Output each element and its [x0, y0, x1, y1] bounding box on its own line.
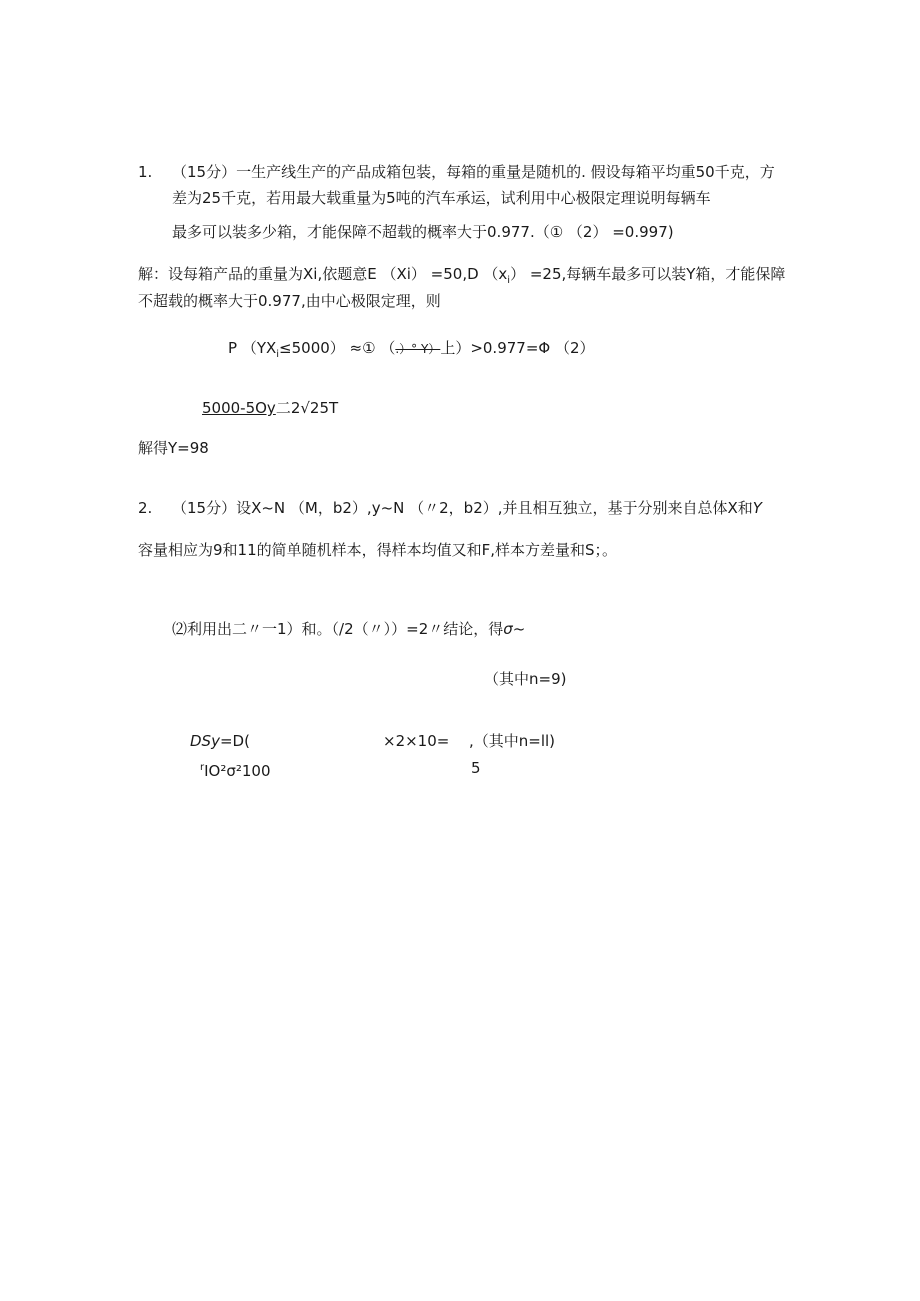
- solution2-note1: [484, 669, 566, 689]
- problem1-text-line3: 最多可以装多少箱，才能保障不超载的概率大于0.977.（① （2） =0.997): [172, 223, 674, 241]
- solution1-subscript: i: [507, 275, 511, 286]
- ds-equation-note: [469, 731, 555, 751]
- problem2-text-line1: （15分）设X~N （M，b2）,y~N （〃2，b2）,并且相互独立，基于分别来自总体X和: [172, 499, 753, 517]
- note-n11: ,（其中n=ll): [469, 732, 556, 750]
- answer-text: 解得Y=98: [138, 439, 209, 457]
- solution1-text-a: 解：设每箱产品的重量为Xi,依题意E （Xi） =50,D （x: [138, 265, 508, 283]
- solution1-line2: [138, 291, 441, 311]
- ds-sub-right: [471, 758, 481, 778]
- ds-equation-left: [190, 731, 250, 751]
- solution1-line1: [138, 264, 785, 291]
- problem1-line1: [138, 162, 775, 182]
- equation-struck-text: .）° Y）: [395, 342, 441, 356]
- problem1-text-line1: （15分）一生产线生产的产品成箱包装，每箱的重量是随机的. 假设每箱平均重50千克，方: [172, 163, 775, 181]
- solution2-sigma: σ~: [503, 620, 526, 638]
- equation-subscript: i: [276, 349, 280, 360]
- ds-rest: =D(: [219, 732, 250, 750]
- problem1-text-line2: 差为25千克，若用最大载重量为5吨的汽车承运，试利用中心极限定理说明每辆车: [172, 189, 711, 207]
- note-n9: （其中n=9): [484, 670, 567, 688]
- fraction-rest: 二2√25T: [275, 399, 339, 417]
- equation-part2: ≤5000） ≈① （: [279, 339, 396, 357]
- solution1-text-line2: 不超载的概率大于0.977,由中心极限定理，则: [138, 292, 441, 310]
- problem2-text-line2: 容量相应为9和11的简单随机样本，得样本均值又和F,样本方差量和S；。: [138, 541, 618, 559]
- problem1-line3: [172, 222, 674, 242]
- problem2-number: 2.: [138, 499, 153, 517]
- problem1-line2: [172, 188, 711, 208]
- fraction-numerator: 5000-5Oy: [202, 399, 276, 417]
- ds-symbol: DSy: [190, 732, 220, 750]
- equation-part3: 上）>0.977=Φ （2）: [440, 339, 595, 357]
- solution1-text-b: ） =25,每辆车最多可以装Y箱，才能保障: [510, 265, 786, 283]
- probability-equation: [228, 338, 595, 365]
- sub-left-superscript: r: [200, 762, 205, 773]
- problem2-italic-y: Y: [752, 499, 762, 517]
- problem1-number: 1.: [138, 163, 153, 181]
- problem2-line1: [138, 498, 762, 518]
- ds-sub-left: [200, 758, 271, 781]
- ds-equation-middle: [383, 731, 449, 751]
- solution2-line1: [172, 619, 525, 639]
- problem2-line2: [138, 540, 617, 560]
- ds-middle: ×2×10=: [383, 732, 450, 750]
- solution1-answer: [138, 438, 209, 458]
- sub-right-text: 5: [471, 759, 481, 777]
- solution2-text-line1: ⑵利用出二〃一1）和。（/2（〃））=2〃结论，得: [172, 620, 504, 638]
- equation-part1: P （YX: [228, 339, 277, 357]
- sub-left-text: IO²σ²100: [204, 762, 271, 780]
- fraction-equation: [202, 398, 338, 418]
